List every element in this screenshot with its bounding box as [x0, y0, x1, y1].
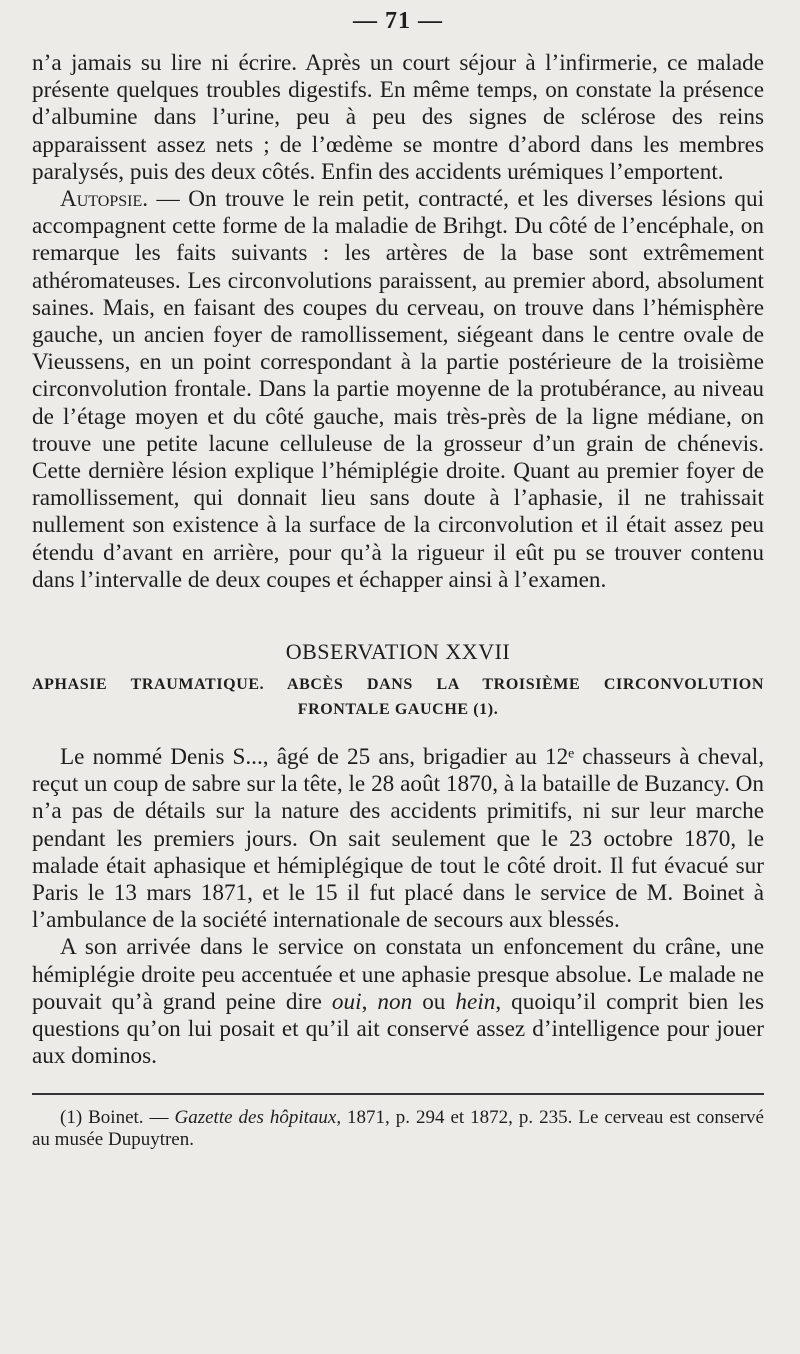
footnote-journal: Gazette des hôpitaux [174, 1106, 337, 1128]
footnote-divider [32, 1093, 764, 1095]
case-paragraph-2-after: , quoiqu’il comprit bien les questions qu’on lui posait et qu’il ait conservé assez d’intelligence pour jouer aux dominos. [32, 988, 765, 1070]
observation-title: OBSERVATION XXVII [285, 639, 511, 665]
autopsy-text: On trouve le rein petit, contracté, et les diverses lésions qui accompagnent cette forme de la maladie de Brihgt. Du côté de l’encéphale, on remarque les faits suivants : les artères de la base sont extrêmement athéromateuses. Les circonvolutions paraissent, au premier abord, absolument saines. Mais, en faisant des coupes du cerveau, on trouve dans l’hémisphère gauche, un ancien foyer de ramollissement, siégeant dans le centre ovale de Vieussens, en un point correspondant à la partie postérieure de la troisième circonvolution frontale. Dans la partie moyenne de la protubérance, au niveau de l’étage moyen et du côté gauche, mais très-près de la ligne médiane, on trouve une petite lacune celluleuse de la grosseur d’un grain de chénevis. Cette dernière lésion explique l’hémiplégie droite. Quant au premier foyer de ramollissement, qui donnait lieu sans doute à l’aphasie, il ne trahissait nullement son existence à la surface de la circonvolution et il était assez peu étendu d’avant en arrière, pour qu’à la rigueur il eût pu se trouver contenu dans l’intervalle de deux coupes et échapper ainsi à l’examen. [32, 186, 765, 593]
case-paragraph-2-before: A son arrivée dans le service on constata un enfoncement du crâne, une hémiplégie droite peu accentuée et une aphasie presque absolue. Le malade ne pouvait qu’à grand peine dire [32, 934, 764, 1015]
word-hein: hein [455, 988, 496, 1015]
footnote [32, 1107, 764, 1151]
page-number: — 71 — [353, 8, 443, 34]
word-non: non [377, 988, 413, 1015]
autopsy-paragraph [32, 186, 764, 594]
observation-subtitle-line2: FRONTALE GAUCHE (1). [297, 701, 499, 719]
word-ou: ou [412, 988, 456, 1015]
observation-continuation [32, 50, 764, 594]
intro-paragraph: n’a jamais su lire ni écrire. Après un court séjour à l’infirmerie, ce malade présente quelques troubles digestifs. En même temps, on constate la présence d’albumine dans l’urine, peu à peu des signes de sclérose des reins apparaissent assez nets ; de l’œdème se montre d’abord dans les membres paralysés, puis des deux côtés. Enfin des accidents urémiques l’emportent. [32, 50, 764, 185]
case-paragraph-2 [32, 934, 764, 1070]
footnote-rest: , 1871, p. 294 et 1872, p. 235. Le cerveau est conservé au musée Dupuytren. [32, 1106, 764, 1150]
footnote-marker: (1) Boinet. — [60, 1106, 175, 1128]
word-sep: , [361, 988, 378, 1015]
case-paragraph-1: Le nommé Denis S..., âgé de 25 ans, brigadier au 12ᵉ chasseurs à cheval, reçut un coup de sabre sur la tête, le 28 août 1870, à la bataille de Buzancy. On n’a pas de détails sur la nature des accidents primitifs, ni sur leur marche pendant les premiers jours. On sait seulement que le 23 octobre 1870, le malade était aphasique et hémiplégique de tout le côté droit. Il fut évacué sur Paris le 13 mars 1871, et le 15 il fut placé dans le service de M. Boinet à l’ambulance de la société internationale de secours aux blessés. [32, 744, 764, 934]
word-oui: oui [331, 988, 362, 1015]
autopsy-label: Autopsie. [60, 186, 149, 213]
observation-subtitle [32, 672, 764, 722]
observation-subtitle-line1: APHASIE TRAUMATIQUE. ABCÈS DANS LA TROISIÈME CIRCONVOLUTION [32, 676, 764, 694]
autopsy-dash: — [148, 186, 189, 213]
case-description [32, 744, 764, 1070]
